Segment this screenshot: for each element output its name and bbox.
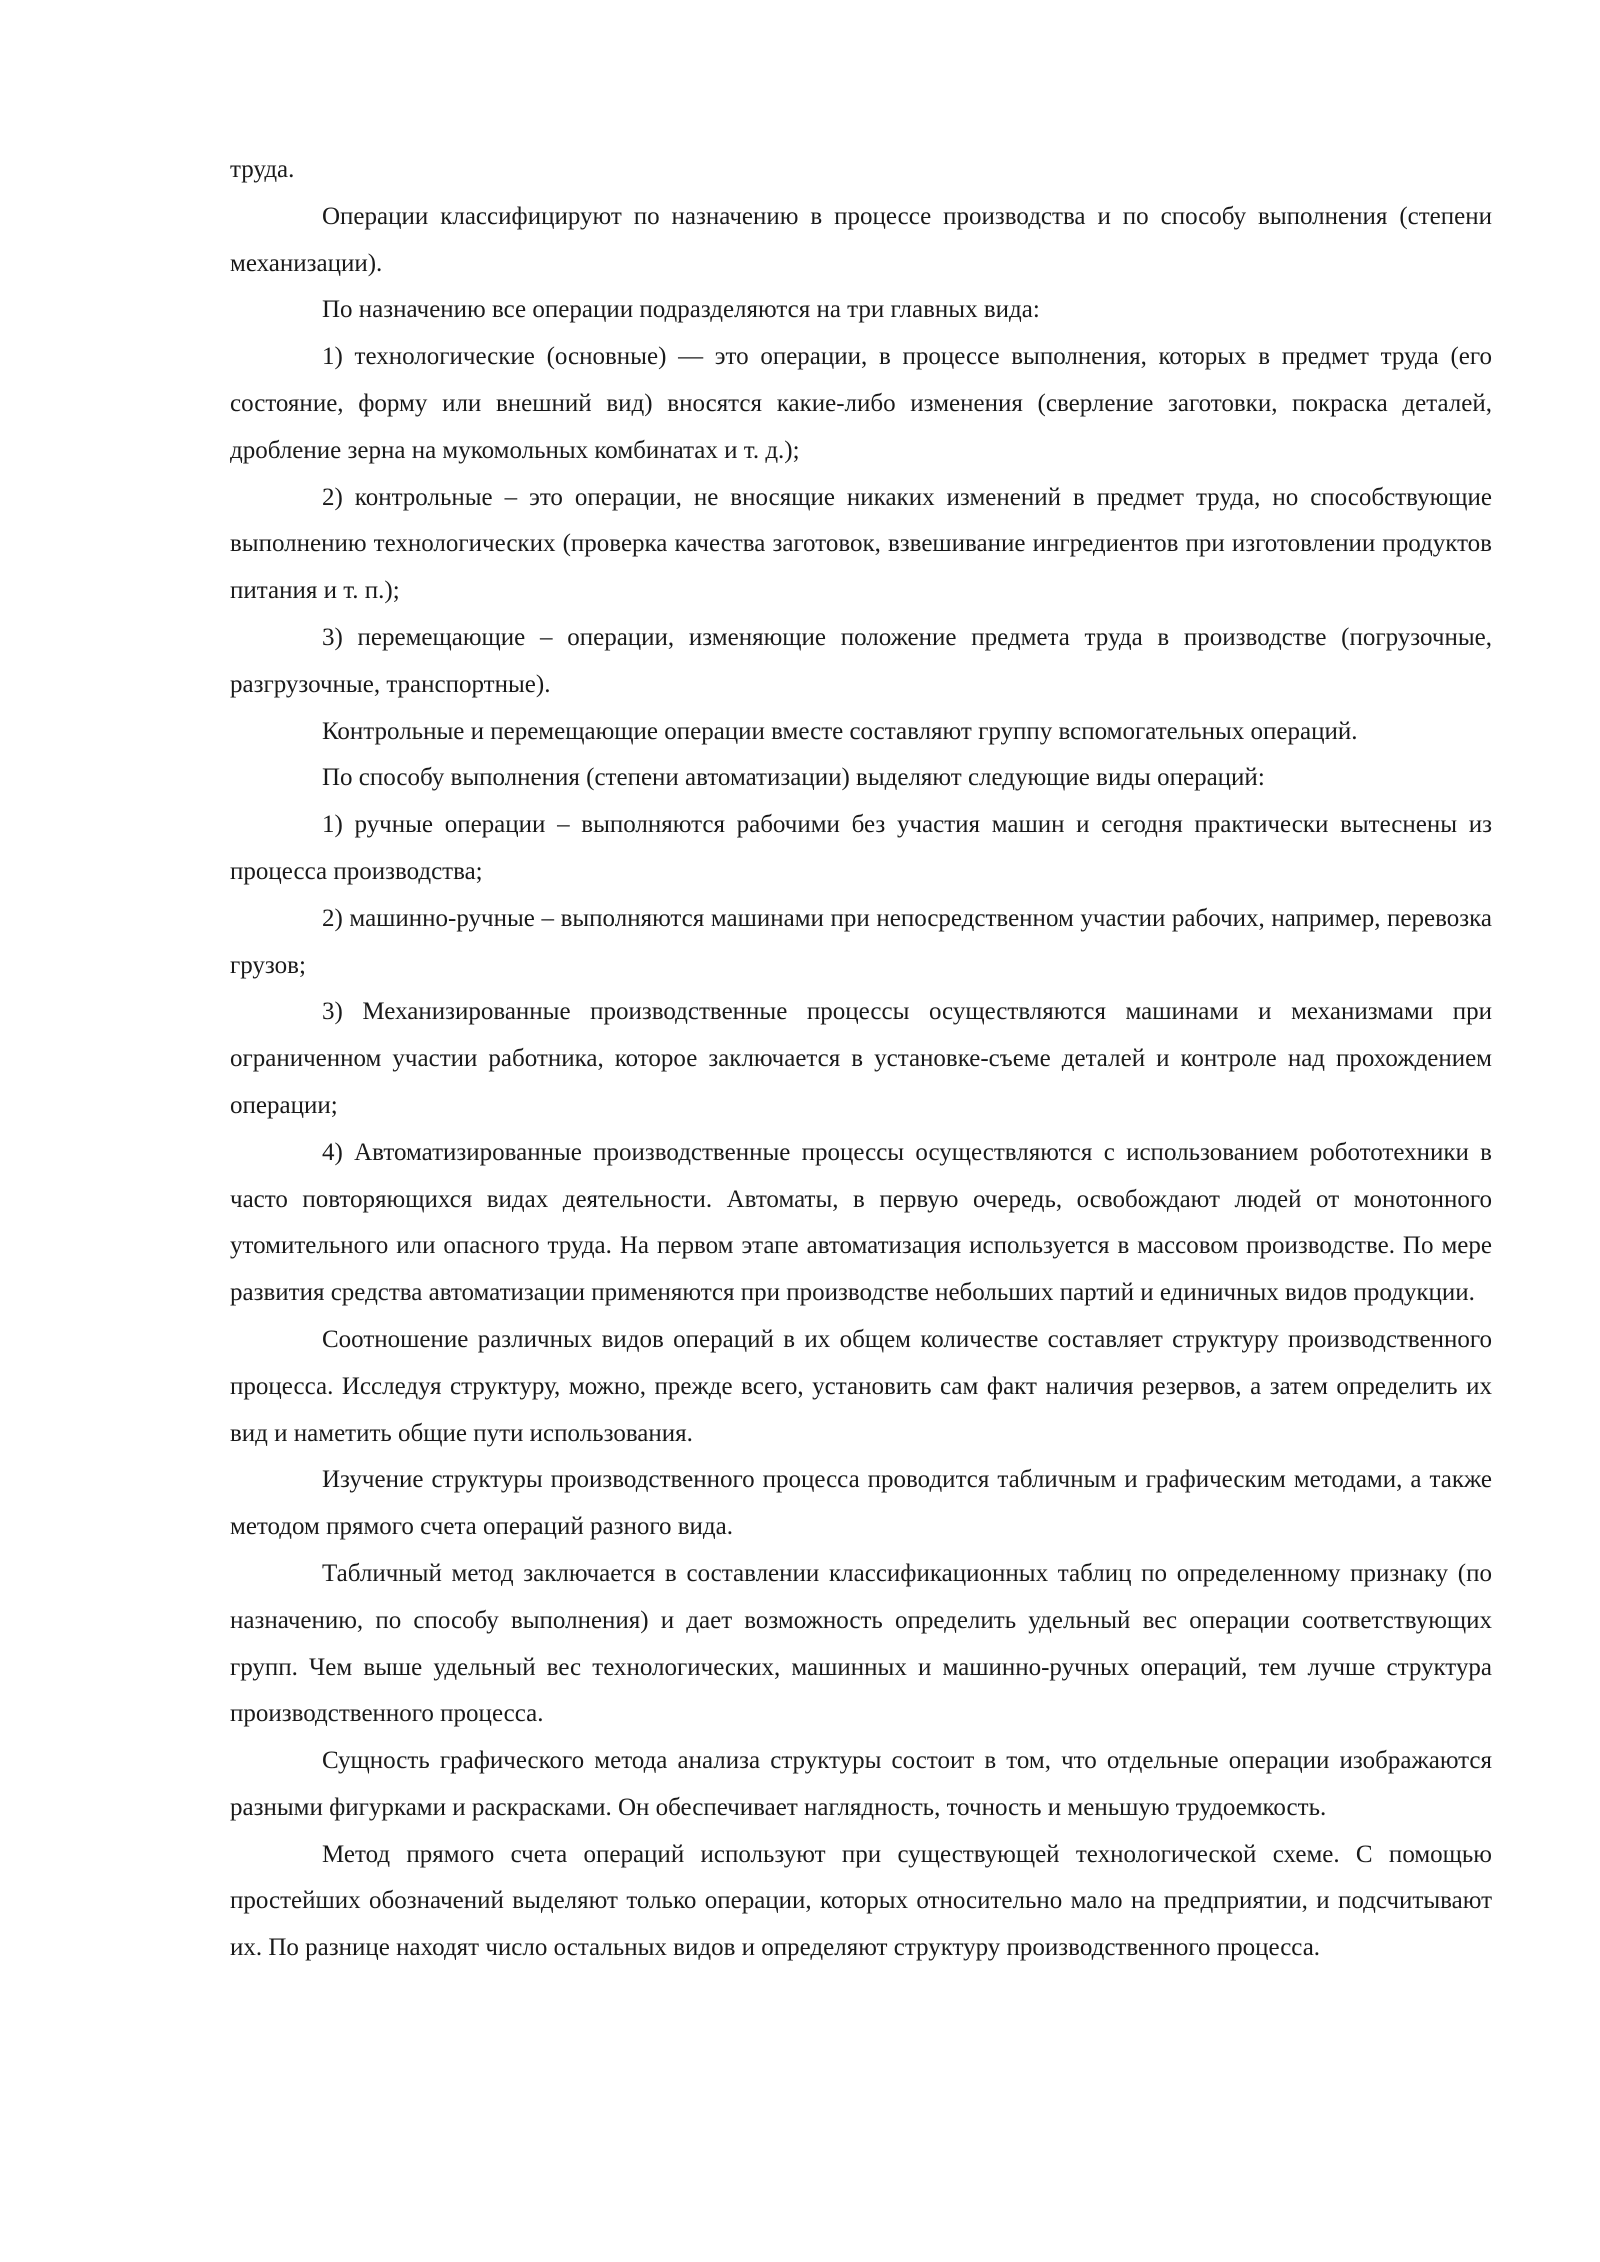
list-item-paragraph: 2) машинно-ручные – выполняются машинами при непосредственном участии рабочих, например, перевозка грузов; — [230, 904, 1492, 979]
list-item-paragraph: 1) технологические (основные) — это операции, в процессе выполнения, которых в предмет труда (его состояние, форму или внешний вид) вносятся какие-либо изменения (сверление заготовки, покраска деталей, дробление зерна на мукомольных комбинатах и т. д.); — [230, 343, 1492, 464]
paragraph: Табличный метод заключается в составлении классификационных таблиц по определенному признаку (по назначению, по способу выполнения) и дает возможность определить удельный вес операции соответствующих групп. Чем выше удельный вес технологических, машинных и машинно-ручных операций, тем лучше структура производственного процесса. — [230, 1559, 1492, 1728]
paragraph: Метод прямого счета операций используют при существующей технологической схеме. С помощью простейших обозначений выделяют только операции, которых относительно мало на предприятии, и подсчитывают их. По разнице находят число остальных видов и определяют структуру производственного процесса. — [230, 1840, 1492, 1962]
paragraph: Сущность графического метода анализа структуры состоит в том, что отдельные операции изображаются разными фигурками и раскрасками. Он обеспечивает наглядность, точность и меньшую трудоемкость. — [230, 1747, 1492, 1821]
list-item-paragraph: 4) Автоматизированные производственные процессы осуществляются с использованием робототехники в часто повторяющихся видах деятельности. Автоматы, в первую очередь, освобождают людей от монотонного утомительного или опасного труда. На первом этапе автоматизация используется в массовом производстве. По мере развития средства автоматизации применяются при производстве небольших партий и единичных видов продукции. — [230, 1138, 1492, 1307]
document-body — [230, 147, 1492, 1972]
paragraph: Контрольные и перемещающие операции вместе составляют группу вспомогательных операций. — [322, 717, 1358, 745]
list-item-paragraph: 2) контрольные – это операции, не вносящие никаких изменений в предмет труда, но способствующие выполнению технологических (проверка качества заготовок, взвешивание ингредиентов при изготовлении продуктов питания и т. п.); — [230, 483, 1492, 605]
list-item-paragraph: 3) Механизированные производственные процессы осуществляются машинами и механизмами при ограниченном участии работника, которое заключается в установке-съеме деталей и контроле над прохождением операции; — [230, 998, 1492, 1119]
paragraph: По способу выполнения (степени автоматизации) выделяют следующие виды операций: — [322, 764, 1265, 792]
paragraph-continuation: труда. — [230, 156, 295, 183]
paragraph: Соотношение различных видов операций в их общем количестве составляет структуру производственного процесса. Исследуя структуру, можно, прежде всего, установить сам факт наличия резервов, а затем определить их вид и наметить общие пути использования. — [230, 1325, 1492, 1447]
paragraph: Изучение структуры производственного процесса проводится табличным и графическим методами, а также методом прямого счета операций разного вида. — [230, 1466, 1492, 1541]
list-item-paragraph: 1) ручные операции – выполняются рабочими без участия машин и сегодня практически вытеснены из процесса производства; — [230, 811, 1492, 885]
paragraph: По назначению все операции подразделяются на три главных вида: — [322, 296, 1040, 324]
list-item-paragraph: 3) перемещающие – операции, изменяющие положение предмета труда в производстве (погрузочные, разгрузочные, транспортные). — [230, 623, 1492, 698]
paragraph: Операции классифицируют по назначению в процессе производства и по способу выполнения (степени механизации). — [230, 202, 1492, 277]
